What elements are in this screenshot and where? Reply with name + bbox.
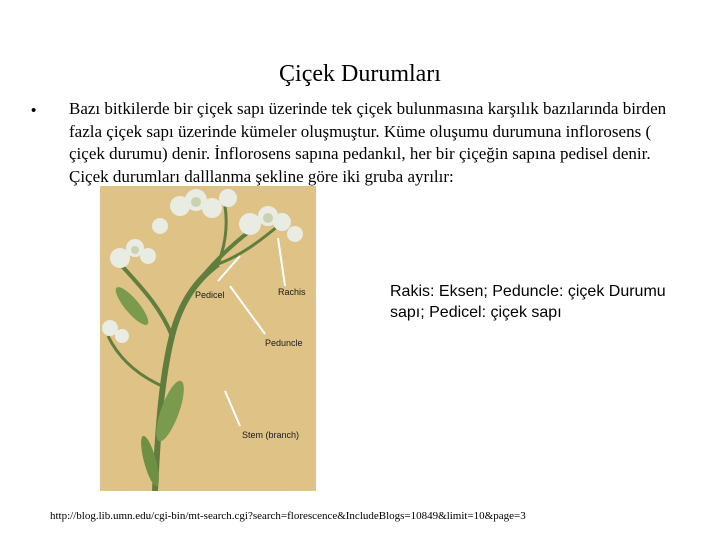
source-url[interactable]: http://blog.lib.umn.edu/cgi-bin/mt-search.cgi?search=florescence&IncludeBlogs=10849&limit=10&page=3 — [50, 510, 526, 522]
stem-label: Stem (branch) — [242, 430, 300, 440]
photo-caption: Rakis: Eksen; Peduncle: çiçek Durumu sapı; Pedicel: çiçek sapı — [390, 283, 666, 321]
slide-title: Çiçek Durumları — [279, 61, 441, 87]
rachis-label: Rachis — [278, 287, 306, 297]
body-paragraph: Bazı bitkilerde bir çiçek sapı üzerinde tek çiçek bulunmasına karşılık bazılarında birden fazla çiçek sapı üzerinde kümeler oluşmuştur. Küme oluşumu durumuna inflorosens ( çiçek durumu) denir. İnflorosens sapına pedankıl, her bir çiçeğin sapına pedisel denir. Çiçek durumları dalllanma şekline göre iki gruba ayrılır: — [69, 99, 667, 186]
pedicel-label: Pedicel — [195, 290, 225, 300]
peduncle-label: Peduncle — [265, 338, 303, 348]
inflorescence-photo — [100, 186, 316, 491]
bullet-marker: • — [31, 102, 37, 119]
